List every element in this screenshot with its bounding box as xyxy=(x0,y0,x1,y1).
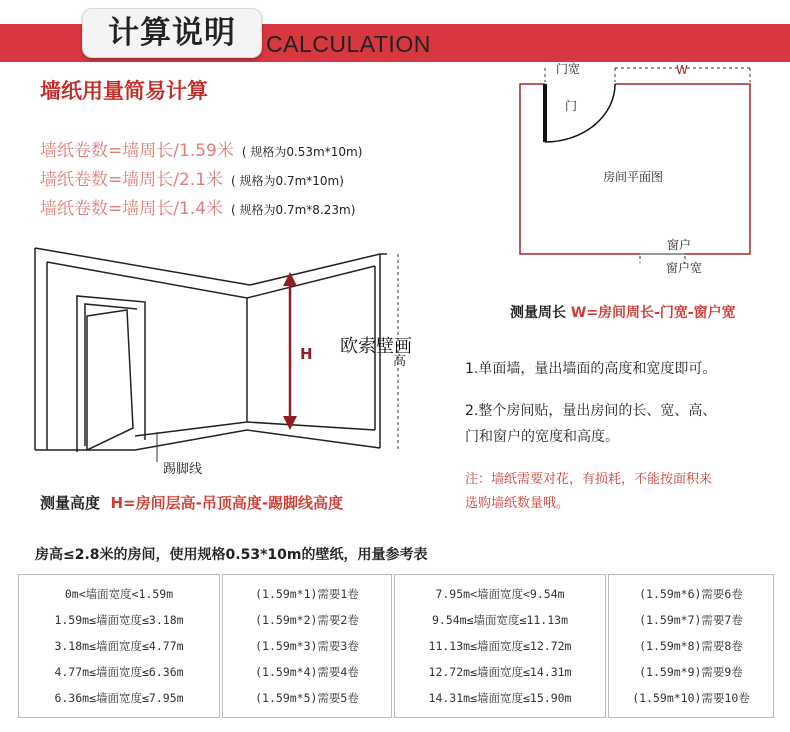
w-label: W xyxy=(676,63,688,77)
table-cell: 6.36m≤墙面宽度≤7.95m xyxy=(54,691,184,705)
note-item-2-line1: 2.整个房间贴，量出房间的长、宽、高、 xyxy=(465,403,717,419)
header-title-en: CALCULATION xyxy=(266,31,431,57)
window-label: 窗户 xyxy=(667,238,692,252)
note-item-2 xyxy=(465,398,716,450)
formula-text: 墙纸卷数=墙周长/1.4米 xyxy=(40,199,224,219)
table-cell: 7.95m<墙面宽度<9.54m xyxy=(435,587,565,601)
table-row xyxy=(19,633,219,659)
warning-line2: 选购墙纸数量哦。 xyxy=(465,496,570,511)
table-row xyxy=(223,633,391,659)
table-cell: (1.59m*1)需要1卷 xyxy=(255,587,359,601)
table-row xyxy=(19,581,219,607)
door-leaf-3d xyxy=(87,310,133,450)
table-row xyxy=(395,633,605,659)
table-row xyxy=(19,685,219,711)
formula-text: 墙纸卷数=墙周长/2.1米 xyxy=(40,170,224,190)
table-cell: 12.72m≤墙面宽度≤14.31m xyxy=(428,665,572,679)
table-cell: 14.31m≤墙面宽度≤15.90m xyxy=(428,691,572,705)
formula-spec: ( 规格为0.7m*8.23m) xyxy=(231,203,356,217)
plan-caption xyxy=(510,302,736,322)
table-cell: 4.77m≤墙面宽度≤6.36m xyxy=(54,665,184,679)
formula-spec: ( 规格为0.53m*10m) xyxy=(241,145,363,159)
note-item-1: 1.单面墙，量出墙面的高度和宽度即可。 xyxy=(465,361,717,377)
formula-row xyxy=(40,165,344,190)
table-cell: (1.59m*3)需要3卷 xyxy=(255,639,359,653)
height-label: 高 xyxy=(393,354,407,369)
header-title-tab xyxy=(82,8,262,58)
formula-text: 墙纸卷数=墙周长/1.59米 xyxy=(40,141,234,161)
plan-caption-left: 测量周长 xyxy=(510,305,566,321)
table-row xyxy=(609,633,773,659)
table-cell: 11.13m≤墙面宽度≤12.72m xyxy=(428,639,572,653)
formula-row xyxy=(40,136,362,161)
plan-caption-right: W=房间周长-门宽-窗户宽 xyxy=(570,305,736,321)
table-row xyxy=(223,607,391,633)
table-cell: 0m<墙面宽度<1.59m xyxy=(64,587,174,601)
table-right-range xyxy=(394,574,606,718)
table-cell: (1.59m*4)需要4卷 xyxy=(255,665,359,679)
table-row xyxy=(223,659,391,685)
formula-row xyxy=(40,194,355,219)
table-row xyxy=(395,659,605,685)
table-row xyxy=(609,685,773,711)
room-plan-label: 房间平面图 xyxy=(603,170,664,184)
table-cell: 3.18m≤墙面宽度≤4.77m xyxy=(54,639,184,653)
window-width-label: 窗户宽 xyxy=(666,261,703,275)
table-row xyxy=(395,607,605,633)
table-row xyxy=(19,659,219,685)
table-cell: (1.59m*8)需要8卷 xyxy=(639,639,743,653)
table-cell: (1.59m*10)需要10卷 xyxy=(632,691,750,705)
table-right-result xyxy=(608,574,774,718)
table-row xyxy=(609,659,773,685)
table-cell: 1.59m≤墙面宽度≤3.18m xyxy=(54,613,184,627)
table-left-range xyxy=(18,574,220,718)
note-item-2-line2: 门和窗户的宽度和高度。 xyxy=(465,429,619,445)
header-title-cn: 计算说明 xyxy=(108,15,236,51)
table-row xyxy=(19,607,219,633)
table-left-result xyxy=(222,574,392,718)
table-row xyxy=(609,581,773,607)
table-row xyxy=(223,685,391,711)
warning-note xyxy=(465,468,712,516)
door-swing-arc xyxy=(545,84,615,142)
height-caption-right: H=房间层高-吊顶高度-踢脚线高度 xyxy=(110,494,344,512)
table-row xyxy=(395,685,605,711)
h-label: H xyxy=(300,345,313,363)
warning-line1: 注：墙纸需要对花，有损耗，不能按面积来 xyxy=(465,472,713,487)
table-row xyxy=(395,581,605,607)
door-label: 门 xyxy=(565,99,578,113)
brand-watermark: 欧索壁画 xyxy=(340,336,412,357)
room-height-diagram xyxy=(25,240,415,480)
table-cell: (1.59m*6)需要6卷 xyxy=(639,587,743,601)
table-row xyxy=(609,607,773,633)
height-caption-left: 测量高度 xyxy=(40,494,101,512)
table-title: 房高≤2.8米的房间，使用规格0.53*10m的壁纸，用量参考表 xyxy=(35,547,428,563)
table-cell: (1.59m*5)需要5卷 xyxy=(255,691,359,705)
baseboard-label: 踢脚线 xyxy=(163,462,203,477)
table-cell: (1.59m*9)需要9卷 xyxy=(639,665,743,679)
height-caption xyxy=(40,492,343,513)
table-cell: (1.59m*2)需要2卷 xyxy=(255,613,359,627)
table-row xyxy=(223,581,391,607)
formula-spec: ( 规格为0.7m*10m) xyxy=(231,174,344,188)
section-title: 墙纸用量简易计算 xyxy=(40,79,208,103)
table-cell: 9.54m≤墙面宽度≤11.13m xyxy=(431,613,568,627)
table-cell: (1.59m*7)需要7卷 xyxy=(639,613,743,627)
door-width-label: 门宽 xyxy=(556,62,581,76)
